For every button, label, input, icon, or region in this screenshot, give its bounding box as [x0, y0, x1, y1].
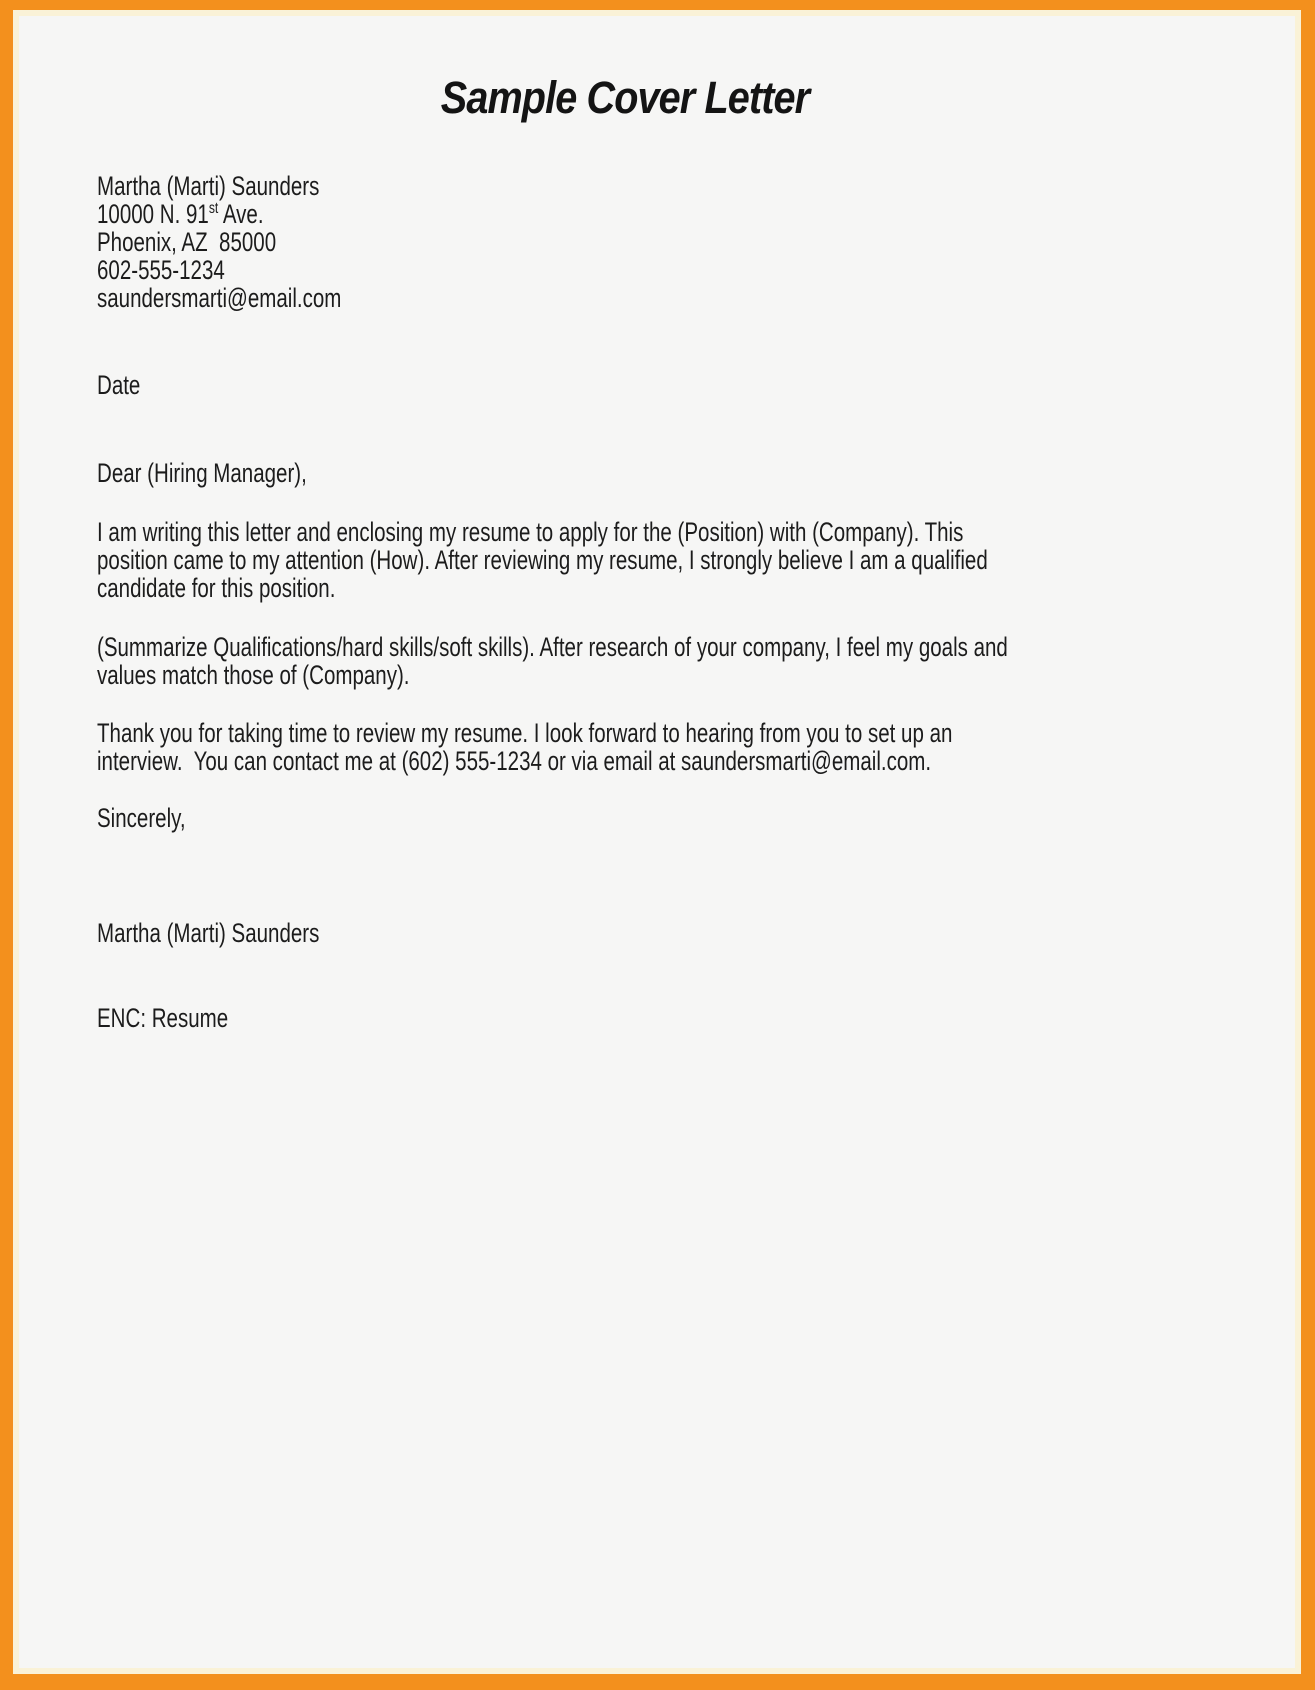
paragraph-line: interview. You can contact me at (602) 555-1234 or via email at saundersmarti@email.com.: [97, 746, 932, 776]
sender-street-number: 10000 N. 91: [97, 199, 209, 229]
closing: [97, 804, 1237, 832]
paragraph-line: candidate for this position.: [97, 573, 336, 603]
paragraph-line: I am writing this letter and enclosing my resume to apply for the (Position) with (Company). This: [97, 517, 964, 547]
signature-name: Martha (Marti) Saunders: [97, 918, 320, 948]
enclosure: [97, 1004, 1237, 1032]
salutation-text: Dear (Hiring Manager),: [97, 458, 307, 488]
paragraph-thanks: [97, 719, 1237, 775]
closing-text: Sincerely,: [97, 803, 186, 833]
sender-address-block: [97, 172, 1237, 312]
signature: [97, 919, 1237, 947]
paragraph-line: Thank you for taking time to review my resume. I look forward to hearing from you to set up an: [97, 718, 953, 748]
paragraph-qualifications: [97, 633, 1237, 689]
date-line: [97, 371, 1237, 399]
date-placeholder: Date: [97, 370, 141, 400]
sender-phone: 602-555-1234: [97, 255, 225, 285]
page-title: Sample Cover Letter: [440, 72, 810, 124]
paragraph-line: values match those of (Company).: [97, 660, 410, 690]
sender-street-ordinal: st: [208, 200, 219, 217]
paragraph-line: (Summarize Qualifications/hard skills/soft skills). After research of your company, I feel my goals and: [97, 632, 1008, 662]
paragraph-line: position came to my attention (How). After reviewing my resume, I strongly believe I am a qualified: [97, 545, 988, 575]
salutation: [97, 459, 1237, 487]
sender-name: Martha (Marti) Saunders: [97, 171, 320, 201]
sender-email: saundersmarti@email.com: [97, 283, 342, 313]
sender-street: [97, 200, 1237, 228]
paragraph-intro: [97, 518, 1237, 602]
sender-city-state-zip: Phoenix, AZ 85000: [97, 227, 277, 257]
sender-street-rest: Ave.: [218, 199, 264, 229]
enclosure-text: ENC: Resume: [97, 1003, 229, 1033]
